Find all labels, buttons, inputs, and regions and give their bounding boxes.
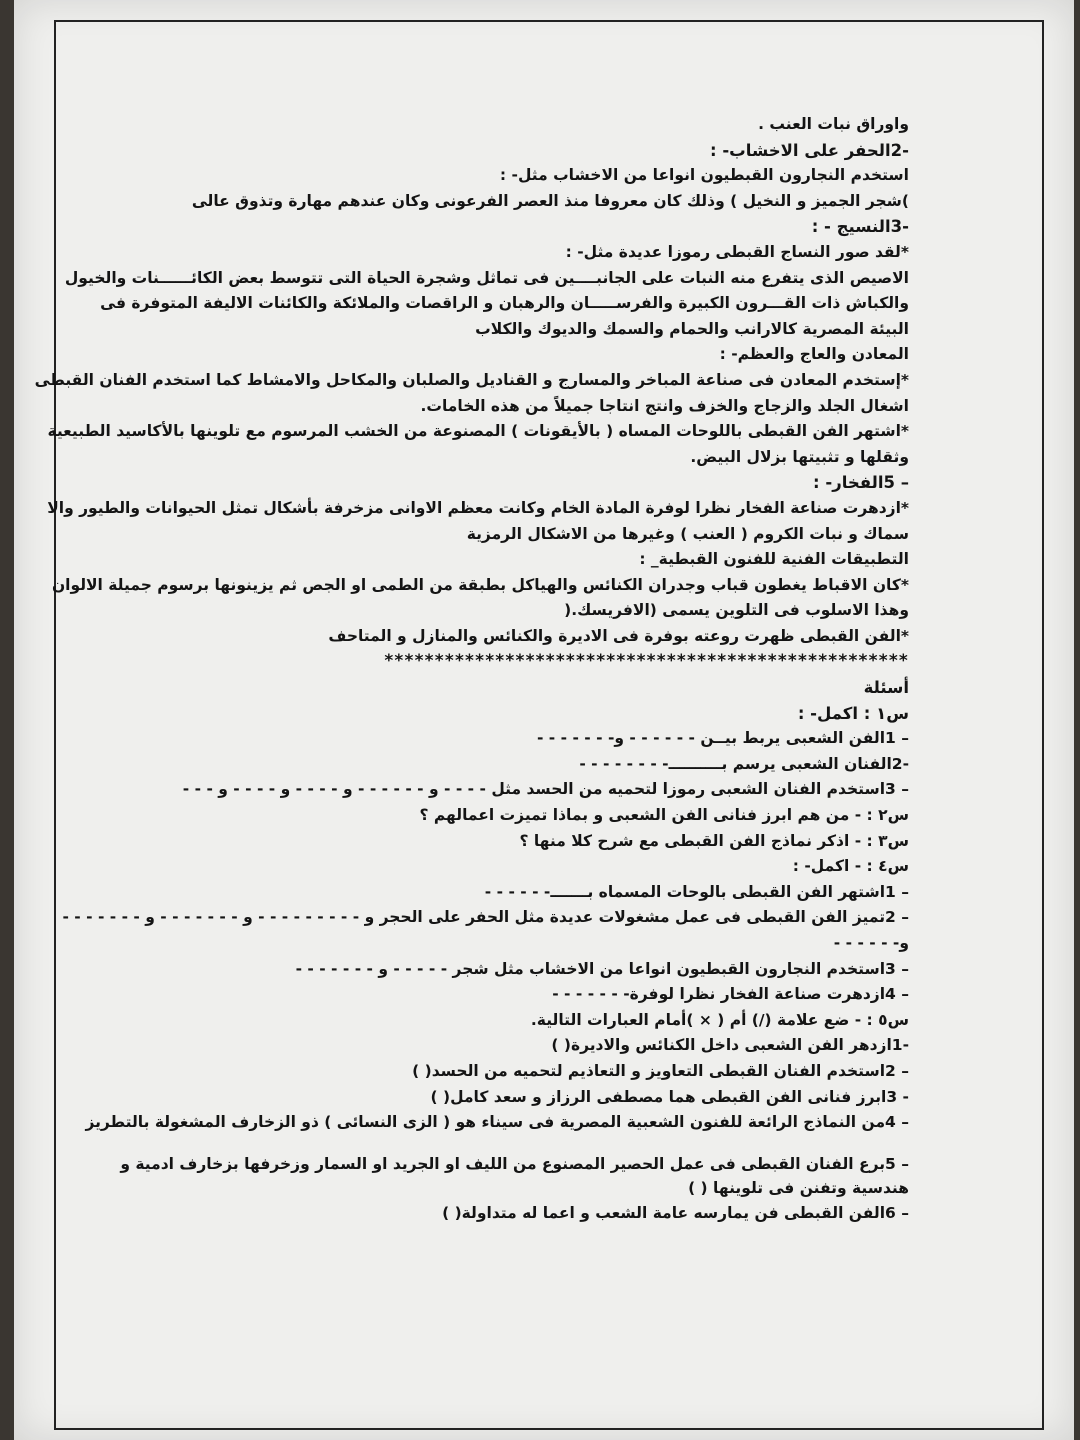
text-line: س٣ : - اذكر نماذج الفن القبطى مع شرح كلا منها ؟ [519,831,909,850]
text-line: المعادن والعاج والعظم- : [719,345,909,364]
text-line: التطبيقات الفنية للفنون القبطية_ : [639,550,909,569]
text-line: *ازدهرت صناعة الفخار نظرا لوفرة المادة الخام وكانت معظم الاوانى مزخرفة بأشكال تمثل الحيوانات والطيور والا [47,498,909,517]
text-line: – 1الفن الشعبى يربط بيــن - - - - - - و- - - - - - - [536,729,909,748]
text-line: أسئلة [863,678,909,698]
text-line: )شجر الجميز و النخيل ) وذلك كان معروفا منذ العصر الفرعونى وكان عندهم مهارة وتذوق عالى [191,191,909,210]
text-line: – 6الفن القبطى فن يمارسه عامة الشعب و اعما له متداولة( ) [442,1204,909,1223]
text-line: - 3ابرز فنانى الفن القبطى هما مصطفى الرزاز و سعد كامل( ) [430,1087,909,1106]
text-line: الاصيص الذى يتفرع منه النبات على الجانبــــين فى تماثل وشجرة الحياة التى تتوسط بعض الكائــــــنات والخيول [64,268,909,287]
text-line: س٤ : - اكمل- : [792,857,909,876]
text-line: – 2تميز الفن القبطى فى عمل مشغولات عديدة مثل الحفر على الحجر و - - - - - - - - - و - - - - - - - و - - - - - - - [62,908,909,927]
text-line: -1ازدهر الفن الشعبى داخل الكنائس والاديرة( ) [551,1036,909,1055]
text-line: والكباش ذات القـــرون الكبيرة والفرســـــان والرهبان و الراقصات والملائكة والكائنات الاليفة المتوفرة فى [100,294,909,313]
text-line: س١ : اكمل- : [797,703,909,723]
text-line: واوراق نبات العنب . [758,115,909,133]
text-line: س٢ : - من هم ابرز فنانى الفن الشعبى و بماذا تميزت اعمالهم ؟ [419,806,909,825]
text-line: -3النسيج - : [811,217,909,237]
text-line: -2الحفر على الاخشاب- : [709,140,909,160]
text-line: – 4ازدهرت صناعة الفخار نظرا لوفرة- - - - - - - [552,985,909,1004]
text-line: س٥ : - ضع علامة (/) أم ( × )أمام العبارات التالية. [530,1010,909,1029]
separator-stars: **************************************************** [384,651,909,672]
text-line: اشغال الجلد والزجاج والخزف وانتج انتاجا جميلاً من هذه الخامات. [420,396,909,415]
text-line: – 5الفخار- : [813,473,909,493]
text-line: البيئة المصرية كالارانب والحمام والسمك والديوك والكلاب [475,319,909,338]
text-line: – 3استخدم الفنان الشعبى رموزا لتحميه من الحسد مثل - - - - و - - - - - - و - - - - و - - - - و - - - [182,780,909,799]
text-line: وهذا الاسلوب فى التلوين يسمى (الافريسك.( [564,601,909,620]
text-line: *إستخدم المعادن فى صناعة المباخر والمسارج و القناديل والصلبان والمكاحل والامشاط كما استخدم الفنان القبطى [34,370,909,389]
paper-sheet [14,0,1074,1440]
text-line: – 1اشتهر الفن القبطى بالوحات المسماه بـــــــ- - - - - - [484,882,909,901]
text-line: *لقد صور النساج القبطى رموزا عديدة مثل- : [565,242,909,261]
text-line: *كان الاقباط يغطون قباب وجدران الكنائس والهياكل بطبقة من الطمى او الجص ثم يزينونها برسوم جميلة الالوان [51,575,909,594]
text-line: *اشتهر الفن القبطى باللوحات المساه ( بالأيقونات ) المصنوعة من الخشب المرسوم مع تلوينها بالأكاسيد الطبيعية [47,422,909,441]
text-line: – 2استخدم الفنان القبطى التعاويز و التعاذيم لتحميه من الحسد( ) [412,1061,909,1080]
text-line: و- - - - - - [833,934,909,952]
text-line: سماك و نبات الكروم ( العنب ) وغيرها من الاشكال الرمزية [466,524,909,543]
text-line: *الفن القبطى ظهرت روعته بوفرة فى الاديرة والكنائس والمنازل و المتاحف [328,626,909,645]
text-line: استخدم النجارون القبطيون انواعا من الاخشاب مثل- : [499,166,909,185]
text-line: وثقلها و تثبيتها بزلال البيض. [690,447,909,466]
text-line: – 5برع الفنان القبطى فى عمل الحصير المصنوع من الليف او الجريد او السمار وزخرفها بزخارف ادمية و [120,1154,909,1173]
text-line: – 3استخدم النجارون القبطيون انواعا من الاخشاب مثل شجر - - - - - و - - - - - - - [295,959,909,978]
document-body [34,112,909,1227]
text-line: هندسية وتفنن فى تلوينها ( ) [688,1178,909,1197]
text-line: -2الفنان الشعبى يرسم بــــــــــ- - - - - - - - [579,754,909,773]
text-line: – 4من النماذج الرائعة للفنون الشعبية المصرية فى سيناء هو ( الزى النسائى ) ذو الزخارف المشغولة بالتطريز [85,1113,909,1132]
